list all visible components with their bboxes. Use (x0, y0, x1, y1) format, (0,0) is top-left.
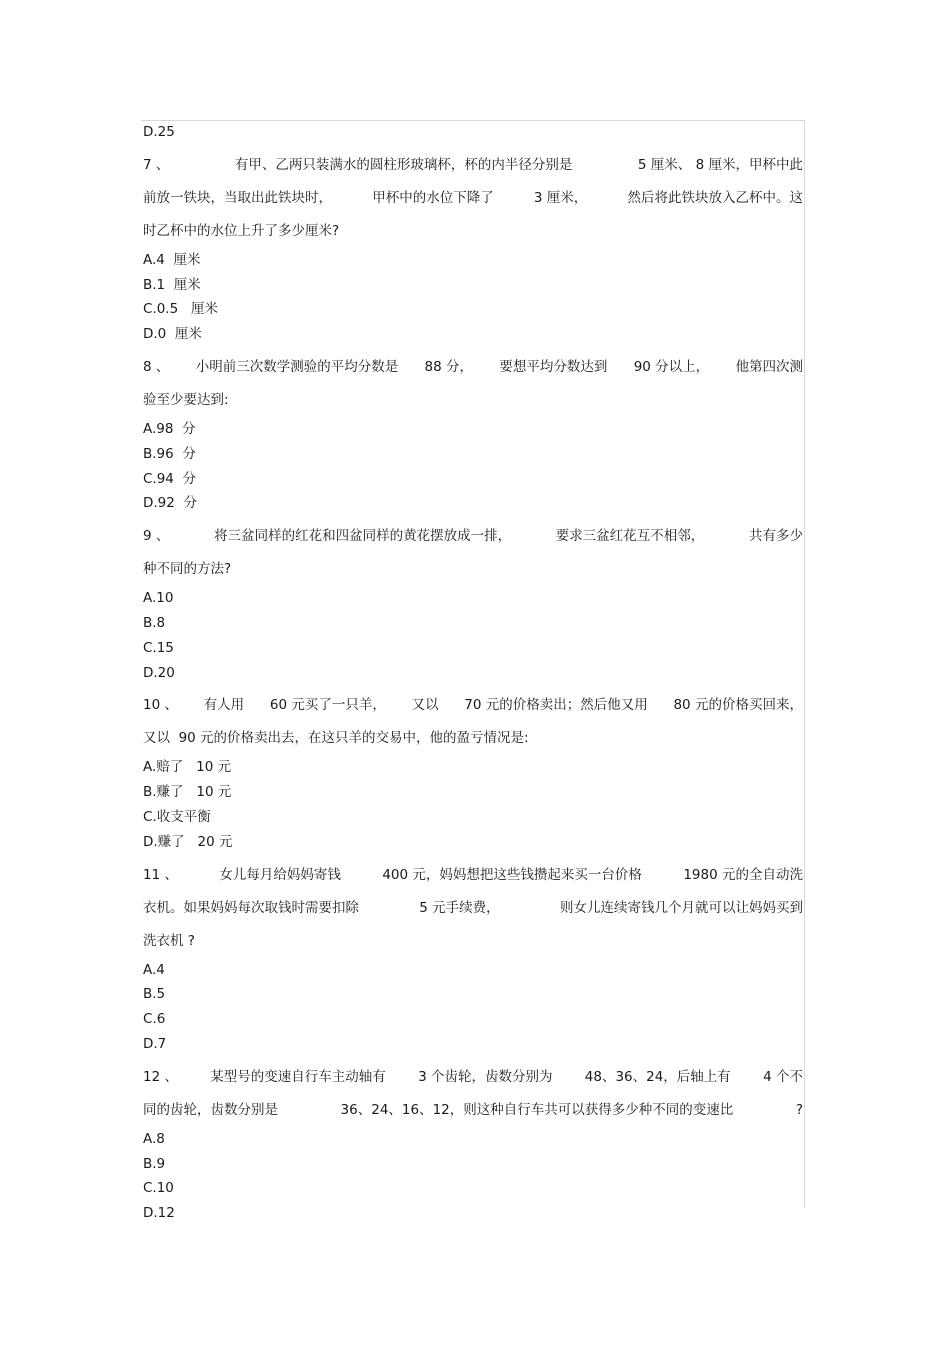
question-text-line (143, 892, 803, 925)
question-block (143, 351, 803, 516)
question-text-segment: 90 分以上， (633, 358, 710, 375)
question-text-segment: 衣机。如果妈妈每次取钱时需要扣除 (143, 899, 359, 916)
question-text-segment: 共有多少 (749, 528, 803, 545)
question-block (143, 1061, 803, 1226)
answer-option: A.4 厘米 (143, 251, 201, 268)
answer-option: C.6 (143, 1011, 166, 1028)
answer-option: C.94 分 (143, 470, 196, 487)
answer-option: A.10 (143, 590, 174, 607)
question-text-segment: 又以 (411, 697, 439, 714)
question-text-segment: 甲杯中的水位下降了 (372, 189, 494, 206)
question-text-segment: ? (795, 1101, 803, 1118)
question-text-line (143, 925, 803, 958)
question-text-segment: 3 厘米， (533, 189, 588, 206)
answer-option: B.赚了 10 元 (143, 784, 232, 801)
question-text-segment: 种不同的方法? (143, 561, 232, 578)
question-text-line (143, 1061, 803, 1094)
answer-option: C.收支平衡 (143, 808, 211, 825)
question-text-line (143, 1094, 803, 1127)
question-text-segment: 又以 90 元的价格卖出去，在这只羊的交易中，他的盈亏情况是: (143, 730, 529, 747)
question-text-segment: 小明前三次数学测验的平均分数是 (195, 358, 399, 375)
question-text-line (143, 182, 803, 215)
question-text-segment: 要想平均分数达到 (499, 358, 608, 375)
question-text-line (143, 553, 803, 586)
question-text-segment: 前放一铁块，当取出此铁块时， (143, 189, 332, 206)
question-text-line (143, 149, 803, 182)
question-text-line (143, 689, 803, 722)
question-text-segment: 某型号的变速自行车主动轴有 (210, 1068, 386, 1085)
question-text-segment: 验至少要达到: (143, 391, 229, 408)
question-text-segment: 80 元的价格买回来， (673, 697, 803, 714)
document-body (143, 120, 803, 1226)
question-text-segment: 88 分， (424, 358, 474, 375)
answer-option: D.20 (143, 664, 175, 681)
question-text-segment: 8 、 (143, 358, 170, 375)
question-text-segment: 70 元的价格卖出；然后他又用 (464, 697, 648, 714)
answer-option: B.96 分 (143, 445, 196, 462)
question-text-segment: 时乙杯中的水位上升了多少厘米? (143, 222, 340, 239)
question-text-line (143, 351, 803, 384)
answer-option: C.10 (143, 1180, 174, 1197)
question-text-segment: 5 厘米、 8 厘米，甲杯中此 (637, 156, 803, 173)
question-text-segment: 然后将此铁块放入乙杯中。这 (627, 189, 803, 206)
answer-option: C.15 (143, 639, 174, 656)
question-text-segment: 48、36、24，后轴上有 (584, 1068, 731, 1085)
answer-option: A.4 (143, 961, 165, 978)
answer-option: D.赚了 20 元 (143, 833, 233, 850)
question-text-segment: 女儿每月给妈妈寄钱 (219, 866, 341, 883)
question-text-segment: 11 、 (143, 866, 178, 883)
question-text-segment: 5 元手续费， (419, 899, 500, 916)
question-text-line (143, 384, 803, 417)
question-text-line (143, 722, 803, 755)
question-block (143, 149, 803, 347)
answer-option: D.92 分 (143, 495, 197, 512)
question-text-segment: 4 个不 (763, 1068, 803, 1085)
question-text-segment: 1980 元的全自动洗 (683, 866, 803, 883)
answer-option: D.12 (143, 1205, 175, 1222)
answer-option: D.0 厘米 (143, 326, 202, 343)
question-text-line (143, 520, 803, 553)
question-text-segment: 9 、 (143, 528, 170, 545)
question-text-segment: 将三盆同样的红花和四盆同样的黄花摆放成一排， (214, 528, 512, 545)
answer-option: B.1 厘米 (143, 276, 201, 293)
question-block (143, 689, 803, 854)
question-text-segment: 12 、 (143, 1068, 178, 1085)
question-text-segment: 有人用 (203, 697, 245, 714)
question-block (143, 520, 803, 685)
top-option: D.25 (143, 124, 175, 140)
question-text-segment: 36、24、16、12，则这种自行车共可以获得多少种不同的变速比 (340, 1101, 734, 1118)
question-text-segment: 有甲、乙两只装满水的圆柱形玻璃杯，杯的内半径分别是 (234, 156, 573, 173)
question-text-line (143, 215, 803, 248)
answer-option: C.0.5 厘米 (143, 301, 219, 318)
question-text-segment: 60 元买了一只羊， (269, 697, 386, 714)
question-text-segment: 则女儿连续寄钱几个月就可以让妈妈买到 (559, 899, 803, 916)
question-block (143, 859, 803, 1057)
question-text-segment: 10 、 (143, 697, 178, 714)
answer-option: A.8 (143, 1130, 165, 1147)
question-text-line (143, 859, 803, 892)
question-text-segment: 洗衣机 ? (143, 932, 195, 949)
question-text-segment: 同的齿轮，齿数分别是 (143, 1101, 278, 1118)
answer-option: B.5 (143, 986, 166, 1003)
question-text-segment: 7 、 (143, 156, 170, 173)
question-text-segment: 他第四次测 (735, 358, 803, 375)
answer-option: D.7 (143, 1035, 167, 1052)
answer-option: B.8 (143, 614, 166, 631)
question-text-segment: 400 元，妈妈想把这些钱攒起来买一台价格 (382, 866, 642, 883)
question-text-segment: 要求三盆红花互不相邻， (555, 528, 705, 545)
answer-option: B.9 (143, 1155, 166, 1172)
answer-option: A.赔了 10 元 (143, 759, 232, 776)
question-text-segment: 3 个齿轮，齿数分别为 (418, 1068, 553, 1085)
answer-option: A.98 分 (143, 420, 196, 437)
